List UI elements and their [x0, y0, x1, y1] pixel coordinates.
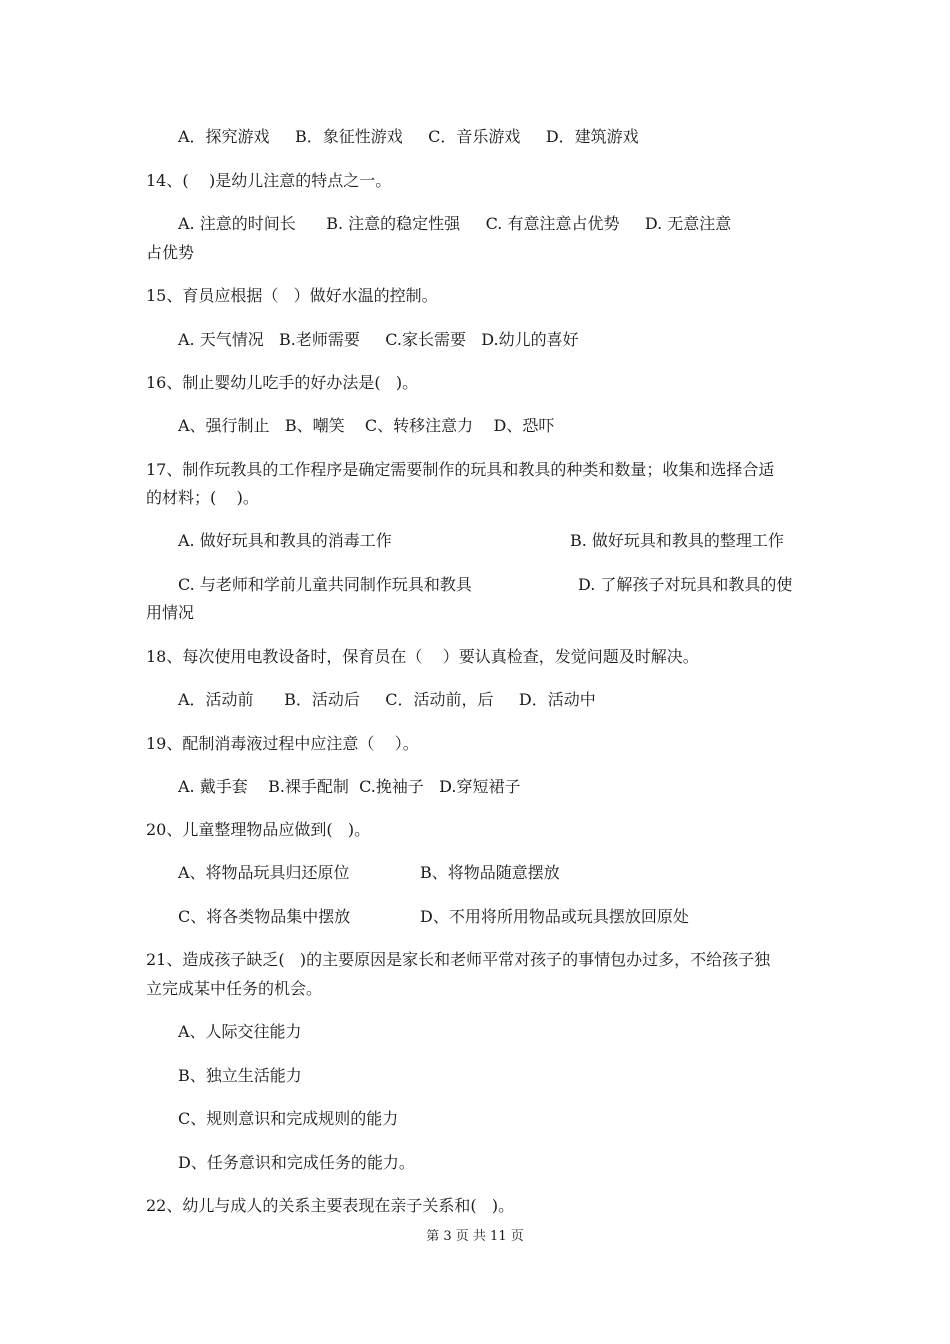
question-15: 15、育员应根据（ ）做好水温的控制。 [146, 286, 438, 305]
question-20: 20、儿童整理物品应做到( )。 [146, 820, 371, 839]
line-13-options: A．探究游戏 B．象征性游戏 C．音乐游戏 D．建筑游戏 [178, 127, 639, 146]
option-17a: A. 做好玩具和教具的消毒工作 [178, 531, 392, 550]
line-18-options: A．活动前 B．活动后 C．活动前，后 D．活动中 [178, 690, 596, 709]
line-14-options-cont: 占优势 [146, 243, 195, 262]
option-20a: A、将物品玩具归还原位 [178, 863, 350, 882]
question-14: 14、( )是幼儿注意的特点之一。 [146, 171, 392, 190]
page-footer: 第 3 页 共 11 页 [426, 1229, 524, 1244]
line-14-options: A. 注意的时间长 B. 注意的稳定性强 C. 有意注意占优势 D. 无意注意 [178, 214, 732, 233]
option-21a: A、人际交往能力 [178, 1022, 302, 1041]
line-19-options: A. 戴手套 B.裸手配制 C.挽袖子 D.穿短裙子 [178, 777, 521, 796]
line-15-options: A. 天气情况 B.老师需要 C.家长需要 D.幼儿的喜好 [178, 330, 579, 349]
question-22: 22、幼儿与成人的关系主要表现在亲子关系和( )。 [146, 1196, 515, 1215]
question-17: 17、制作玩教具的工作程序是确定需要制作的玩具和教具的种类和数量；收集和选择合适 [146, 460, 775, 479]
question-21-cont: 立完成某中任务的机会。 [146, 979, 323, 998]
option-20c: C、将各类物品集中摆放 [178, 907, 351, 926]
line-16-options: A、强行制止 B、嘲笑 C、转移注意力 D、恐吓 [178, 416, 555, 435]
option-21d: D、任务意识和完成任务的能力。 [178, 1153, 415, 1172]
option-20d: D、不用将所用物品或玩具摆放回原处 [420, 907, 689, 926]
option-17d-cont: 用情况 [146, 603, 195, 622]
option-21b: B、独立生活能力 [178, 1066, 302, 1085]
option-17b: B. 做好玩具和教具的整理工作 [570, 531, 784, 550]
question-21: 21、造成孩子缺乏( )的主要原因是家长和老师平常对孩子的事情包办过多，不给孩子独 [146, 950, 771, 969]
question-16: 16、制止婴幼儿吃手的好办法是( )。 [146, 373, 419, 392]
question-19: 19、配制消毒液过程中应注意（ ）。 [146, 734, 419, 753]
question-18: 18、每次使用电教设备时，保育员在（ ）要认真检查，发觉问题及时解决。 [146, 647, 699, 666]
option-20b: B、将物品随意摆放 [420, 863, 560, 882]
option-21c: C、规则意识和完成规则的能力 [178, 1109, 399, 1128]
option-17c: C. 与老师和学前儿童共同制作玩具和教具 [178, 575, 472, 594]
option-17d: D. 了解孩子对玩具和教具的使 [578, 575, 793, 594]
question-17-cont: 的材料；( )。 [146, 488, 259, 507]
